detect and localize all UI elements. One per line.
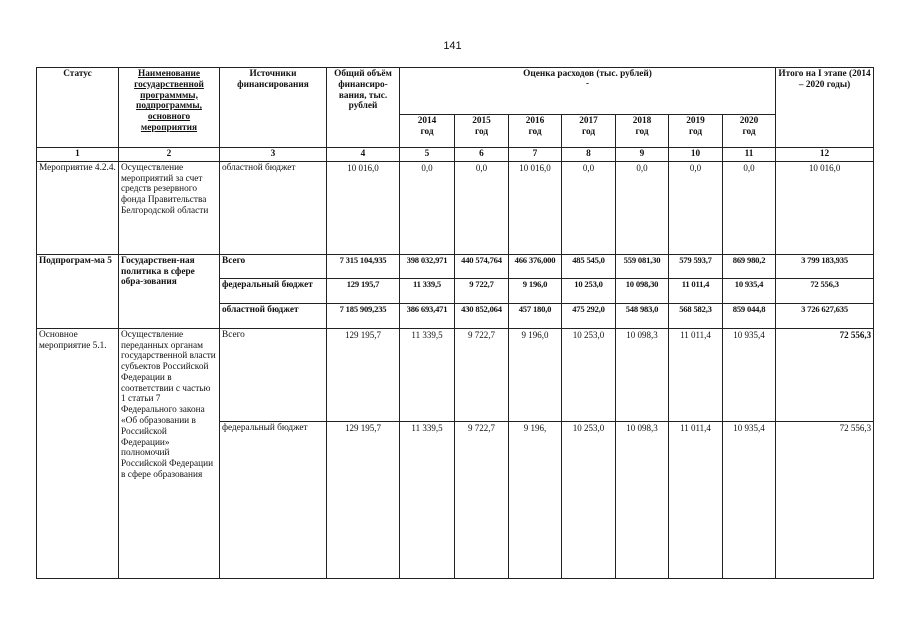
cell-2014: 398 032,971 bbox=[400, 254, 455, 278]
cell-2018: 10 098,3 bbox=[616, 328, 669, 421]
cell-2019: 568 582,3 bbox=[669, 303, 723, 328]
header-status: Статус bbox=[37, 68, 119, 148]
table-row-event-51-total bbox=[37, 328, 874, 421]
cell-2019: 0,0 bbox=[669, 161, 723, 254]
header-total: Общий объём финансиро-вания, тыс. рублей bbox=[327, 68, 400, 148]
cell-2020: 10 935,4 bbox=[723, 421, 776, 578]
row-source: областной бюджет bbox=[220, 161, 327, 254]
header-name-text: Наименование государственной программмы, подпрограммы, основного мероприятия bbox=[134, 69, 204, 133]
cell-2014: 386 693,471 bbox=[400, 303, 455, 328]
column-number: 10 bbox=[669, 148, 723, 162]
row-source: федеральный бюджет bbox=[220, 421, 327, 578]
cell-2020: 10 935,4 bbox=[723, 328, 776, 421]
header-year-2014: 2014 год bbox=[400, 115, 455, 148]
column-number: 7 bbox=[509, 148, 562, 162]
column-number-row bbox=[37, 148, 874, 162]
cell-2016: 466 376,000 bbox=[509, 254, 562, 278]
column-number: 5 bbox=[400, 148, 455, 162]
column-number: 2 bbox=[119, 148, 220, 162]
header-estimate-mark: - bbox=[586, 77, 590, 88]
header-year-2019: 2019 год bbox=[669, 115, 723, 148]
cell-2016: 10 016,0 bbox=[509, 161, 562, 254]
cell-stage-total: 3 799 183,935 bbox=[776, 254, 874, 278]
header-year-2018: 2018 год bbox=[616, 115, 669, 148]
cell-2017: 485 545,0 bbox=[562, 254, 616, 278]
cell-total: 7 315 104,935 bbox=[327, 254, 400, 278]
header-row bbox=[37, 68, 874, 115]
table-row-event-424 bbox=[37, 161, 874, 254]
cell-stage-total: 72 556,3 bbox=[776, 278, 874, 303]
cell-2015: 9 722,7 bbox=[455, 421, 509, 578]
cell-total: 129 195,7 bbox=[327, 278, 400, 303]
column-number: 1 bbox=[37, 148, 119, 162]
cell-2017: 10 253,0 bbox=[562, 328, 616, 421]
cell-2019: 11 011,4 bbox=[669, 328, 723, 421]
cell-2015: 9 722,7 bbox=[455, 328, 509, 421]
row-status: Мероприятие 4.2.4. bbox=[37, 161, 119, 254]
cell-2016: 9 196,0 bbox=[509, 278, 562, 303]
cell-2018: 559 081,30 bbox=[616, 254, 669, 278]
cell-2014: 11 339,5 bbox=[400, 278, 455, 303]
cell-total: 7 185 909,235 bbox=[327, 303, 400, 328]
header-year-2017: 2017 год bbox=[562, 115, 616, 148]
cell-2016: 9 196,0 bbox=[509, 328, 562, 421]
cell-2015: 430 852,064 bbox=[455, 303, 509, 328]
page-number: 141 bbox=[443, 40, 462, 52]
column-number: 4 bbox=[327, 148, 400, 162]
cell-2015: 9 722,7 bbox=[455, 278, 509, 303]
row-name: Государствен-ная политика в сфере обра-зования bbox=[119, 254, 220, 328]
cell-2019: 11 011,4 bbox=[669, 278, 723, 303]
row-status: Подпрограм-ма 5 bbox=[37, 254, 119, 328]
column-number: 9 bbox=[616, 148, 669, 162]
cell-total: 129 195,7 bbox=[327, 421, 400, 578]
cell-2020: 859 044,8 bbox=[723, 303, 776, 328]
cell-2015: 440 574,764 bbox=[455, 254, 509, 278]
column-number: 3 bbox=[220, 148, 327, 162]
cell-2020: 0,0 bbox=[723, 161, 776, 254]
cell-2019: 579 593,7 bbox=[669, 254, 723, 278]
cell-2018: 10 098,30 bbox=[616, 278, 669, 303]
cell-2016: 9 196, bbox=[509, 421, 562, 578]
cell-2019: 11 011,4 bbox=[669, 421, 723, 578]
cell-total: 10 016,0 bbox=[327, 161, 400, 254]
cell-2014: 0,0 bbox=[400, 161, 455, 254]
column-number: 11 bbox=[723, 148, 776, 162]
cell-stage-total: 3 726 627,635 bbox=[776, 303, 874, 328]
column-number: 8 bbox=[562, 148, 616, 162]
column-number: 12 bbox=[776, 148, 874, 162]
header-estimate bbox=[400, 68, 776, 115]
cell-2017: 0,0 bbox=[562, 161, 616, 254]
header-estimate-text: Оценка расходов (тыс. рублей) bbox=[523, 69, 652, 79]
cell-2018: 548 983,0 bbox=[616, 303, 669, 328]
cell-2018: 10 098,3 bbox=[616, 421, 669, 578]
cell-2014: 11 339,5 bbox=[400, 421, 455, 578]
cell-2017: 475 292,0 bbox=[562, 303, 616, 328]
cell-stage-total: 72 556,3 bbox=[776, 421, 874, 578]
row-source: Всего bbox=[220, 254, 327, 278]
header-stage-total: Итого на I этапе (2014 – 2020 годы) bbox=[776, 68, 874, 148]
cell-2020: 869 980,2 bbox=[723, 254, 776, 278]
row-name: Осуществление мероприятий за счет средств резервного фонда Правительства Белгородской области bbox=[119, 161, 220, 254]
header-year-2016: 2016 год bbox=[509, 115, 562, 148]
table-row-subprogram-5-total bbox=[37, 254, 874, 278]
header-year-2020: 2020 год bbox=[723, 115, 776, 148]
cell-stage-total: 10 016,0 bbox=[776, 161, 874, 254]
cell-stage-total: 72 556,3 bbox=[776, 328, 874, 421]
column-number: 6 bbox=[455, 148, 509, 162]
row-name: Осуществление переданных органам государственной власти субъектов Российской Федерации в соответствии с частью 1 статьи 7 Федерального закона «Об образовании в Российской Федерации» полномочий Российской Федерации в сфере образования bbox=[119, 328, 220, 578]
cell-2018: 0,0 bbox=[616, 161, 669, 254]
cell-2015: 0,0 bbox=[455, 161, 509, 254]
row-source: областной бюджет bbox=[220, 303, 327, 328]
cell-2016: 457 180,0 bbox=[509, 303, 562, 328]
row-source: федеральный бюджет bbox=[220, 278, 327, 303]
row-status: Основное мероприятие 5.1. bbox=[37, 328, 119, 578]
header-year-2015: 2015 год bbox=[455, 115, 509, 148]
cell-2017: 10 253,0 bbox=[562, 421, 616, 578]
header-sources: Источники финансирования bbox=[220, 68, 327, 148]
header-name bbox=[119, 68, 220, 148]
cell-2014: 11 339,5 bbox=[400, 328, 455, 421]
cell-total: 129 195,7 bbox=[327, 328, 400, 421]
cell-2017: 10 253,0 bbox=[562, 278, 616, 303]
row-source: Всего bbox=[220, 328, 327, 421]
cell-2020: 10 935,4 bbox=[723, 278, 776, 303]
budget-table bbox=[36, 67, 874, 579]
